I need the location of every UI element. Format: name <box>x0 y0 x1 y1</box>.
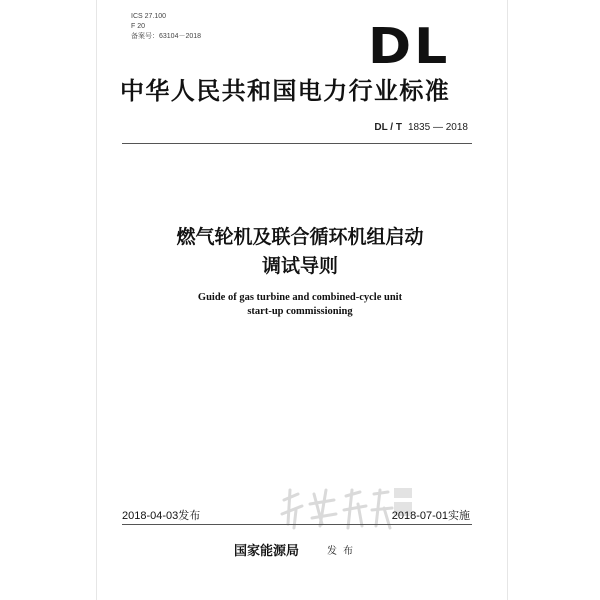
implementation-date: 2018-07-01实施 <box>391 510 470 522</box>
title-chinese-line1: 燃气轮机及联合循环机组启动 <box>176 226 424 248</box>
standard-year-number: 1835 — 2018 <box>407 122 468 133</box>
publish-label: 发布 <box>327 546 359 557</box>
classification-block <box>131 12 201 42</box>
top-divider <box>122 143 472 144</box>
industry-standard-title: 中华人民共和国电力行业标准 <box>120 77 451 105</box>
standard-code: DL / T <box>374 122 402 133</box>
dl-logo: DL <box>368 18 451 76</box>
title-english-line1: Guide of gas turbine and combined-cycle unit <box>197 292 403 303</box>
publisher-name: 国家能源局 <box>234 544 300 559</box>
title-chinese-line2: 调试导则 <box>261 255 338 277</box>
record-number: 备案号：63104－2018 <box>131 33 202 40</box>
category-code: F 20 <box>131 23 146 30</box>
issue-date: 2018-04-03发布 <box>122 510 201 522</box>
standard-number <box>374 122 468 133</box>
title-english-line2: start-up commissioning <box>247 306 353 317</box>
ics-code: ICS 27.100 <box>131 13 167 20</box>
bottom-divider <box>122 524 472 525</box>
